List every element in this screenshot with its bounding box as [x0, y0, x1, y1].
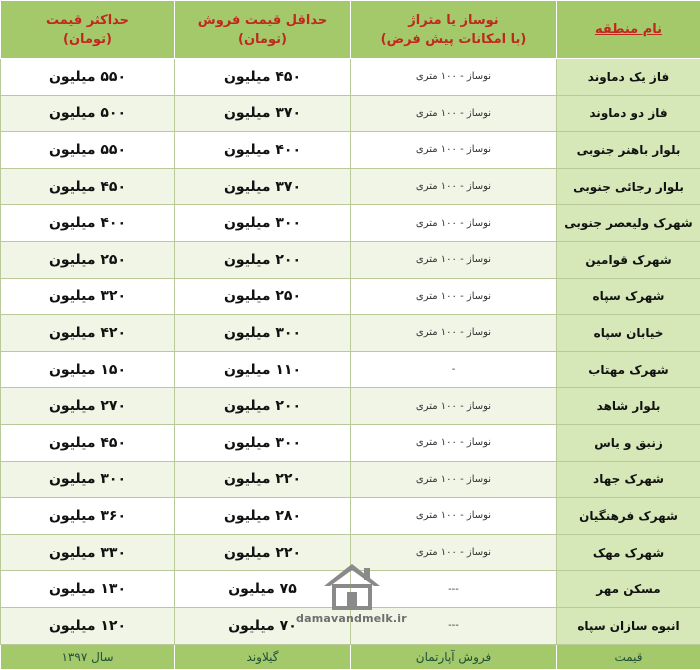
footer-city: گیلاوند	[175, 644, 351, 669]
min-price-cell: ۳۷۰ میلیون	[175, 168, 351, 205]
type-cell: نوساز - ۱۰۰ متری	[351, 534, 557, 571]
watermark-text: damavandmelk.ir	[296, 612, 407, 625]
min-price-cell: ۷۰ میلیون	[175, 607, 351, 644]
type-cell: -	[351, 351, 557, 388]
table-row	[1, 241, 700, 278]
min-price-cell: ۳۰۰ میلیون	[175, 205, 351, 242]
type-cell: نوساز - ۱۰۰ متری	[351, 132, 557, 169]
table-row	[1, 461, 700, 498]
max-price-cell: ۱۵۰ میلیون	[1, 351, 175, 388]
table-header-row	[1, 1, 700, 59]
max-price-cell: ۴۵۰ میلیون	[1, 424, 175, 461]
header-type-line1: نوساز یا متراژ	[408, 12, 499, 28]
table-row	[1, 424, 700, 461]
type-cell: نوساز - ۱۰۰ متری	[351, 498, 557, 535]
type-cell: نوساز - ۱۰۰ متری	[351, 95, 557, 132]
max-price-cell: ۳۳۰ میلیون	[1, 534, 175, 571]
type-cell: نوساز - ۱۰۰ متری	[351, 278, 557, 315]
type-cell: نوساز - ۱۰۰ متری	[351, 168, 557, 205]
header-type-line2: (با امکانات پیش فرض)	[380, 31, 527, 47]
region-cell: بلوار باهنر جنوبی	[557, 132, 700, 169]
type-cell: ---	[351, 571, 557, 608]
type-cell: ---	[351, 607, 557, 644]
region-cell: مسکن مهر	[557, 571, 700, 608]
max-price-cell: ۱۳۰ میلیون	[1, 571, 175, 608]
max-price-cell: ۱۲۰ میلیون	[1, 607, 175, 644]
header-min-line1: حداقل قیمت فروش	[197, 12, 328, 28]
footer-apartment-sale: فروش آپارتمان	[351, 644, 557, 669]
max-price-cell: ۲۷۰ میلیون	[1, 388, 175, 425]
max-price-cell: ۳۰۰ میلیون	[1, 461, 175, 498]
footer-year: سال ۱۳۹۷	[1, 644, 175, 669]
min-price-cell: ۴۰۰ میلیون	[175, 132, 351, 169]
region-cell: شهرک فرهنگیان	[557, 498, 700, 535]
min-price-cell: ۲۲۰ میلیون	[175, 461, 351, 498]
type-cell: نوساز - ۱۰۰ متری	[351, 59, 557, 96]
type-cell: نوساز - ۱۰۰ متری	[351, 241, 557, 278]
region-cell: شهرک جهاد	[557, 461, 700, 498]
header-max-line2: (تومان)	[63, 31, 112, 47]
region-cell: شهرک مهک	[557, 534, 700, 571]
header-type	[351, 1, 557, 59]
type-cell: نوساز - ۱۰۰ متری	[351, 424, 557, 461]
min-price-cell: ۳۰۰ میلیون	[175, 315, 351, 352]
max-price-cell: ۴۵۰ میلیون	[1, 168, 175, 205]
region-cell: فاز دو دماوند	[557, 95, 700, 132]
type-cell: نوساز - ۱۰۰ متری	[351, 315, 557, 352]
region-cell: شهرک سپاه	[557, 278, 700, 315]
footer-price: قیمت	[557, 644, 700, 669]
table-row	[1, 351, 700, 388]
min-price-cell: ۳۰۰ میلیون	[175, 424, 351, 461]
max-price-cell: ۵۰۰ میلیون	[1, 95, 175, 132]
min-price-cell: ۳۷۰ میلیون	[175, 95, 351, 132]
table-row	[1, 388, 700, 425]
max-price-cell: ۳۶۰ میلیون	[1, 498, 175, 535]
type-cell: نوساز - ۱۰۰ متری	[351, 388, 557, 425]
region-cell: بلوار رجائی جنوبی	[557, 168, 700, 205]
table-row	[1, 315, 700, 352]
min-price-cell: ۲۰۰ میلیون	[175, 241, 351, 278]
table-row	[1, 498, 700, 535]
max-price-cell: ۲۵۰ میلیون	[1, 241, 175, 278]
region-cell: فاز یک دماوند	[557, 59, 700, 96]
region-cell: زنبق و یاس	[557, 424, 700, 461]
watermark-logo	[296, 560, 408, 630]
min-price-cell: ۲۲۰ میلیون	[175, 534, 351, 571]
min-price-cell: ۲۸۰ میلیون	[175, 498, 351, 535]
max-price-cell: ۴۲۰ میلیون	[1, 315, 175, 352]
table-row	[1, 168, 700, 205]
min-price-cell: ۷۵ میلیون	[175, 571, 351, 608]
header-max-price	[1, 1, 175, 59]
table-row	[1, 205, 700, 242]
type-cell: نوساز - ۱۰۰ متری	[351, 461, 557, 498]
header-min-line2: (تومان)	[238, 31, 287, 47]
max-price-cell: ۴۰۰ میلیون	[1, 205, 175, 242]
max-price-cell: ۳۲۰ میلیون	[1, 278, 175, 315]
min-price-cell: ۲۵۰ میلیون	[175, 278, 351, 315]
region-cell: شهرک ولیعصر جنوبی	[557, 205, 700, 242]
house-icon	[320, 560, 384, 612]
header-min-price	[175, 1, 351, 59]
region-cell: شهرک قوامین	[557, 241, 700, 278]
max-price-cell: ۵۵۰ میلیون	[1, 59, 175, 96]
table-row	[1, 59, 700, 96]
min-price-cell: ۴۵۰ میلیون	[175, 59, 351, 96]
table-row	[1, 95, 700, 132]
region-cell: شهرک مهتاب	[557, 351, 700, 388]
region-cell: انبوه سازان سپاه	[557, 607, 700, 644]
table-row	[1, 278, 700, 315]
max-price-cell: ۵۵۰ میلیون	[1, 132, 175, 169]
header-region: نام منطقه	[557, 1, 700, 59]
table-body	[1, 59, 700, 645]
min-price-cell: ۲۰۰ میلیون	[175, 388, 351, 425]
region-cell: خیابان سپاه	[557, 315, 700, 352]
min-price-cell: ۱۱۰ میلیون	[175, 351, 351, 388]
table-row	[1, 132, 700, 169]
table-footer-row	[1, 644, 700, 669]
region-cell: بلوار شاهد	[557, 388, 700, 425]
header-max-line1: حداکثر قیمت	[45, 12, 130, 28]
type-cell: نوساز - ۱۰۰ متری	[351, 205, 557, 242]
